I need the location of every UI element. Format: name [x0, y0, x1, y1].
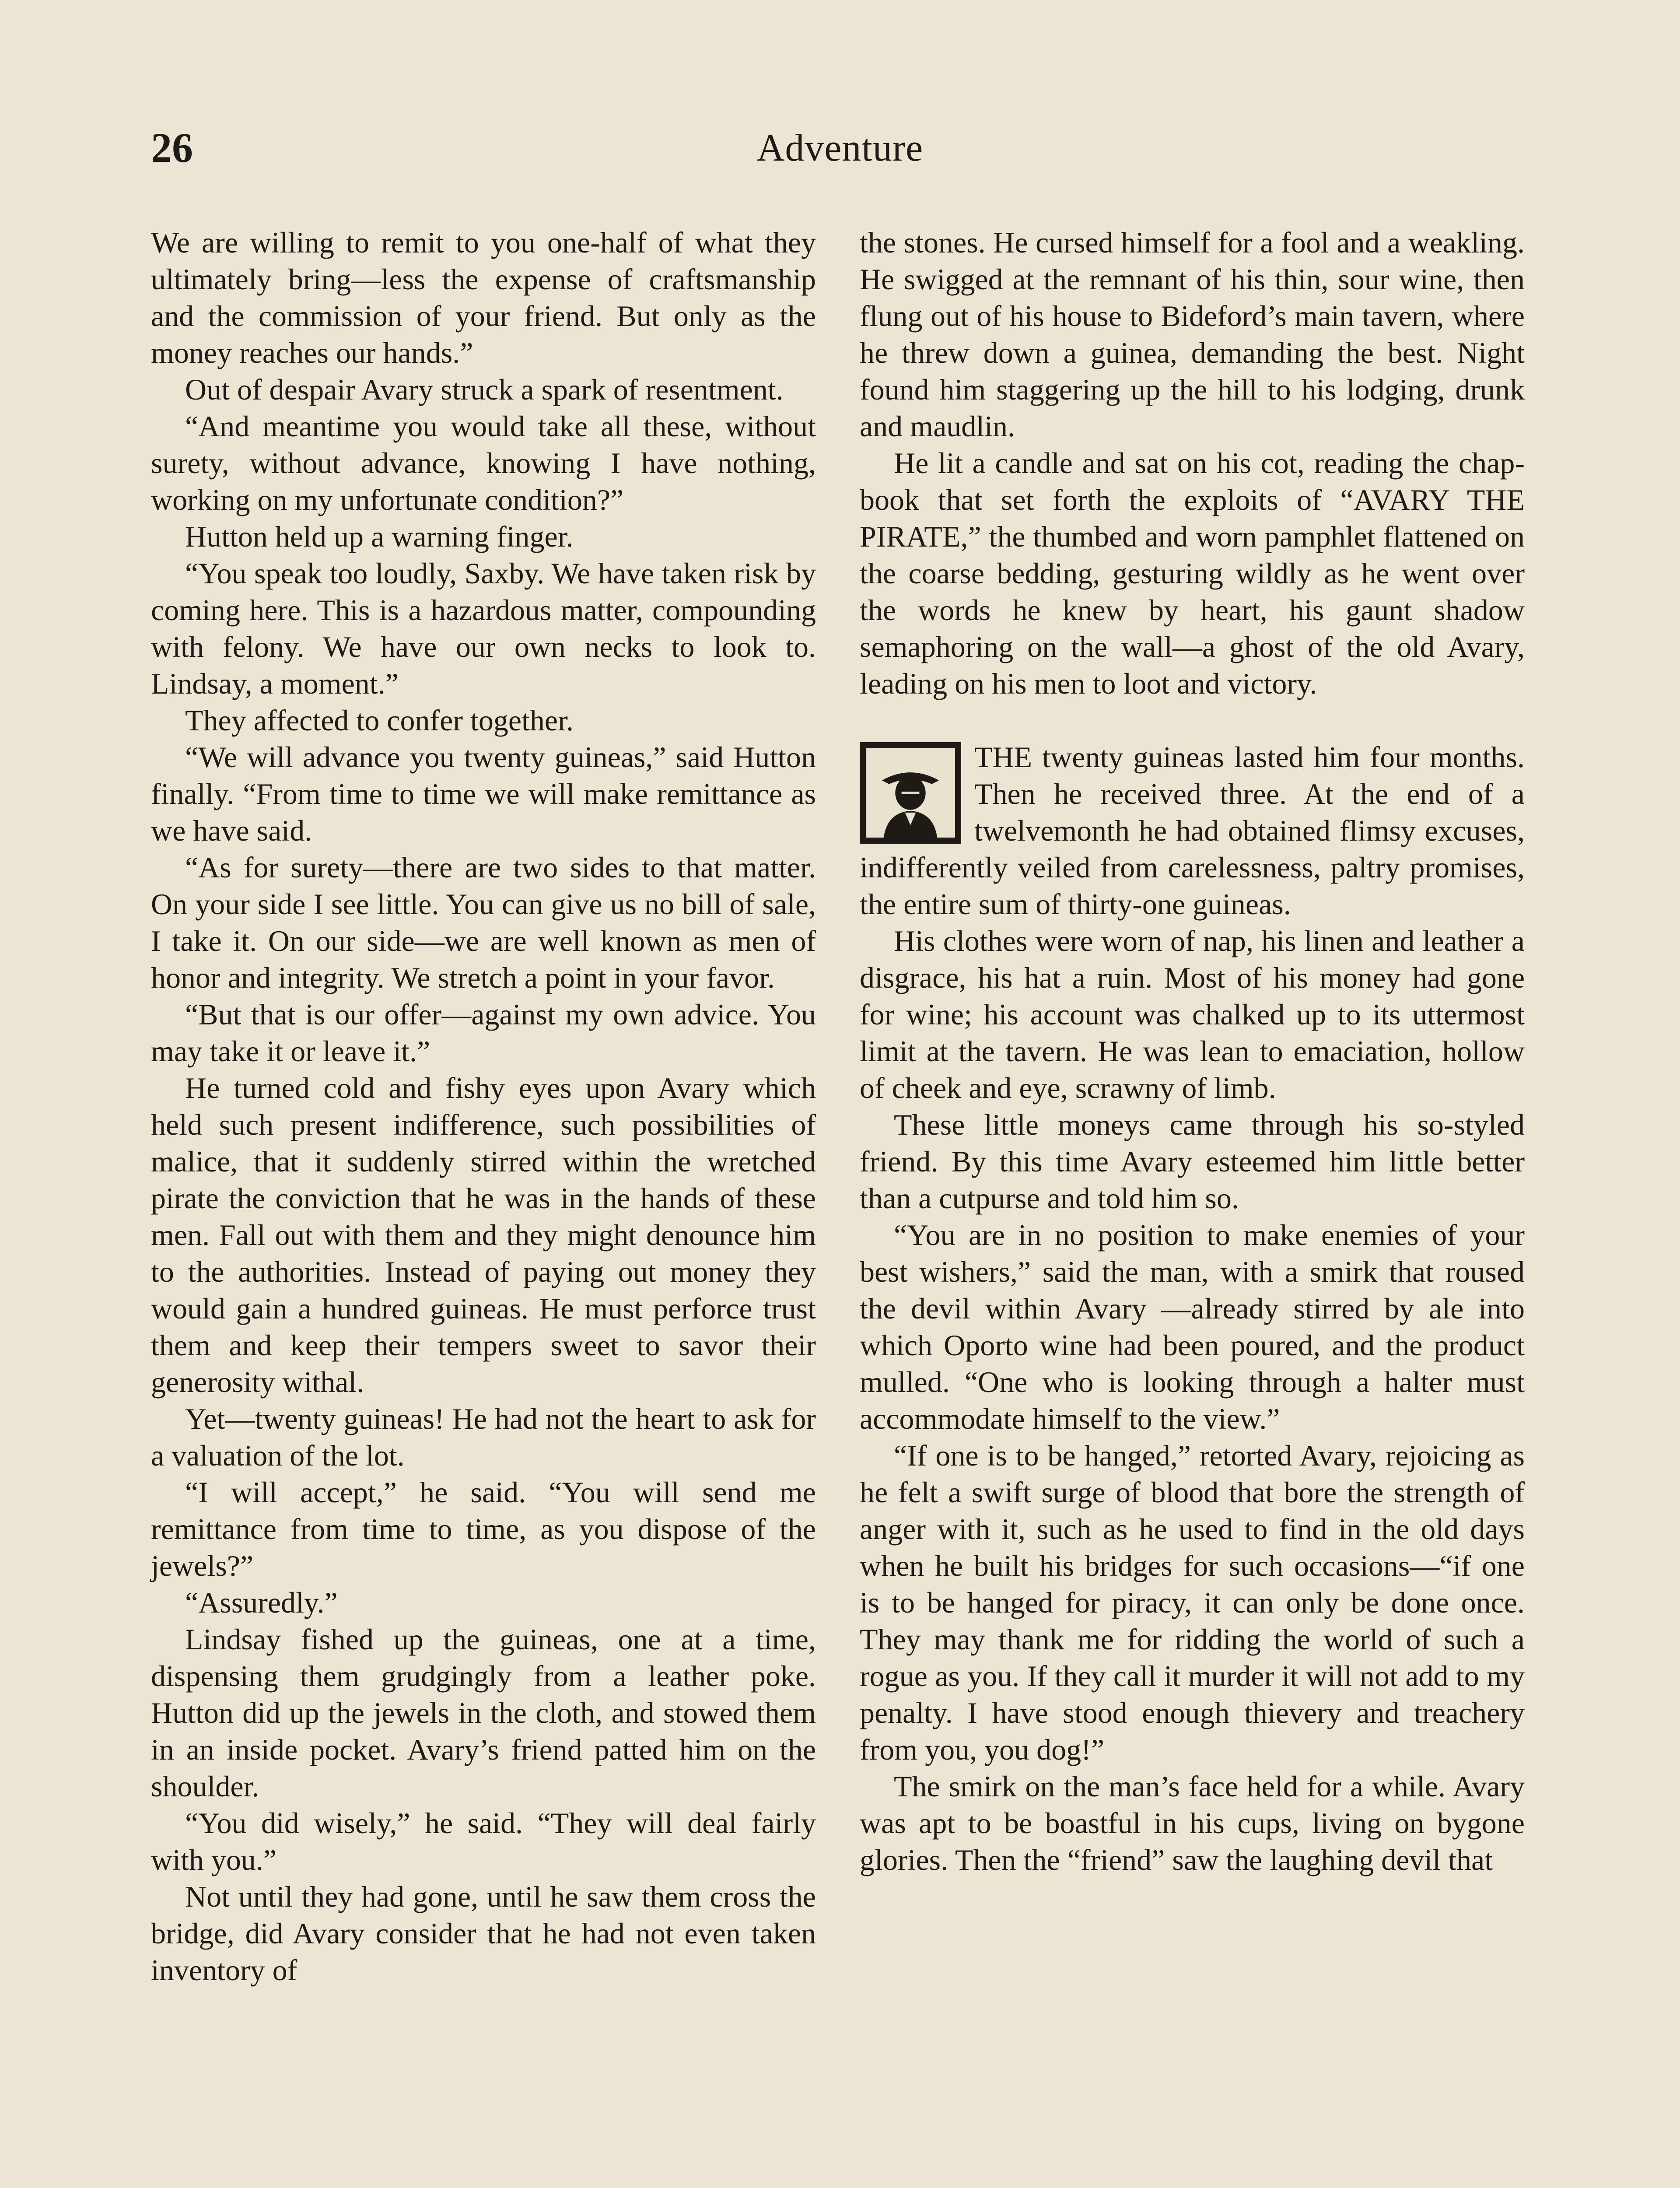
paragraph: He lit a candle and sat on his cot, reading the chap-book that set forth the exploits of “AVARY THE PIRATE,” the thumbed and worn pamphlet flattened on the coarse bedding, gesturing wildly as he went over the words he knew by heart, his gaunt shadow semaphoring on the wall—a ghost of the old Avary, leading on his men to loot and victory.: [860, 446, 1525, 700]
pirate-portrait-icon: [860, 742, 961, 844]
running-head-title: Adventure: [756, 127, 924, 169]
paragraph: the stones. He cursed himself for a fool and a weakling. He swigged at the remnant of his thin, sour wine, then flung out of his house to Bideford’s main tavern, where he threw down a guinea, demanding the best. Night found him staggering up the hill to his lodging, drunk and maudlin.: [860, 226, 1525, 443]
paragraph: These little moneys came through his so-styled friend. By this time Avary esteemed him little better than a cutpurse and told him so.: [860, 1108, 1525, 1215]
paragraph: Hutton held up a warning finger.: [185, 520, 574, 553]
page-number: 26: [151, 124, 193, 171]
paragraph: “But that is our offer—against my own advice. You may take it or leave it.”: [151, 998, 816, 1068]
paragraph: “I will accept,” he said. “You will send me remittance from time to time, as you dispose of the jewels?”: [151, 1476, 816, 1582]
paragraph: We are willing to remit to you one-half of what they ultimately bring—less the expense of craftsmanship and the commission of your friend. But only as the money reaches our hands.”: [151, 226, 816, 369]
paragraph: “You are in no position to make enemies of your best wishers,” said the man, with a smirk that roused the devil within Avary —already stirred by ale into which Oporto wine had been poured, and the product mulled. “One who is looking through a halter must accommodate himself to the view.”: [860, 1218, 1525, 1435]
paragraph: “If one is to be hanged,” retorted Avary, rejoicing as he felt a swift surge of blood that bore the strength of anger with it, such as he used to find in the old days when he built his bridges for such occasions—“if one is to be hanged for piracy, it can only be done once. They may thank me for ridding the world of such a rogue as you. If they call it murder it will not add to my penalty. I have stood enough thievery and treachery from you, you dog!”: [860, 1439, 1525, 1766]
paragraph: “And meantime you would take all these, without surety, without advance, knowing I have nothing, working on my unfortunate condition?”: [151, 410, 816, 516]
paragraph: “Assuredly.”: [185, 1586, 338, 1619]
paragraph: He turned cold and fishy eyes upon Avary which held such present indifference, such possibilities of malice, that it suddenly stirred within the wretched pirate the conviction that he was in the hands of these men. Fall out with them and they might denounce him to the authorities. Instead of paying out money they would gain a hundred guineas. He must perforce trust them and keep their tempers sweet to savor their generosity withal.: [151, 1071, 816, 1399]
paragraph: “You speak too loudly, Saxby. We have taken risk by coming here. This is a hazardous matter, compounding with felony. We have our own necks to look to. Lindsay, a moment.”: [151, 557, 816, 700]
section-text: THE twenty guineas lasted him four months. Then he received three. At the end of a twelvemonth he had obtained flimsy excuses, indifferently veiled from carelessness, paltry promises, the entire sum of thirty-one guineas.: [860, 740, 1525, 921]
paragraph: Not until they had gone, until he saw them cross the bridge, did Avary consider that he had not even taken inventory of: [151, 1880, 816, 1987]
paragraph: The smirk on the man’s face held for a while. Avary was apt to be boastful in his cups, living on bygone glories. Then the “friend” saw the laughing devil that: [860, 1770, 1525, 1876]
paragraph: “You did wisely,” he said. “They will deal fairly with you.”: [151, 1806, 816, 1876]
paragraph: “We will advance you twenty guineas,” said Hutton finally. “From time to time we will make remittance as we have said.: [151, 740, 816, 847]
left-column: [151, 224, 816, 1988]
paragraph: “As for surety—there are two sides to that matter. On your side I see little. You can give us no bill of sale, I take it. On our side—we are well known as men of honor and integrity. We stretch a point in your favor.: [151, 851, 816, 994]
paragraph: Lindsay fished up the guineas, one at a time, dispensing them grudgingly from a leather poke. Hutton did up the jewels in the cloth, and stowed them in an inside pocket. Avary’s friend patted him on the shoulder.: [151, 1623, 816, 1803]
right-column: [860, 224, 1525, 1878]
paragraph: His clothes were worn of nap, his linen and leather a disgrace, his hat a ruin. Most of his money had gone for wine; his account was chalked up to its uttermost limit at the tavern. He was lean to emaciation, hollow of cheek and eye, scrawny of limb.: [860, 924, 1525, 1105]
paragraph: Out of despair Avary struck a spark of resentment.: [185, 373, 784, 406]
section-start-paragraph: [860, 739, 1525, 922]
paragraph: They affected to confer together.: [185, 704, 574, 737]
paragraph: Yet—twenty guineas! He had not the heart to ask for a valuation of the lot.: [151, 1402, 816, 1472]
